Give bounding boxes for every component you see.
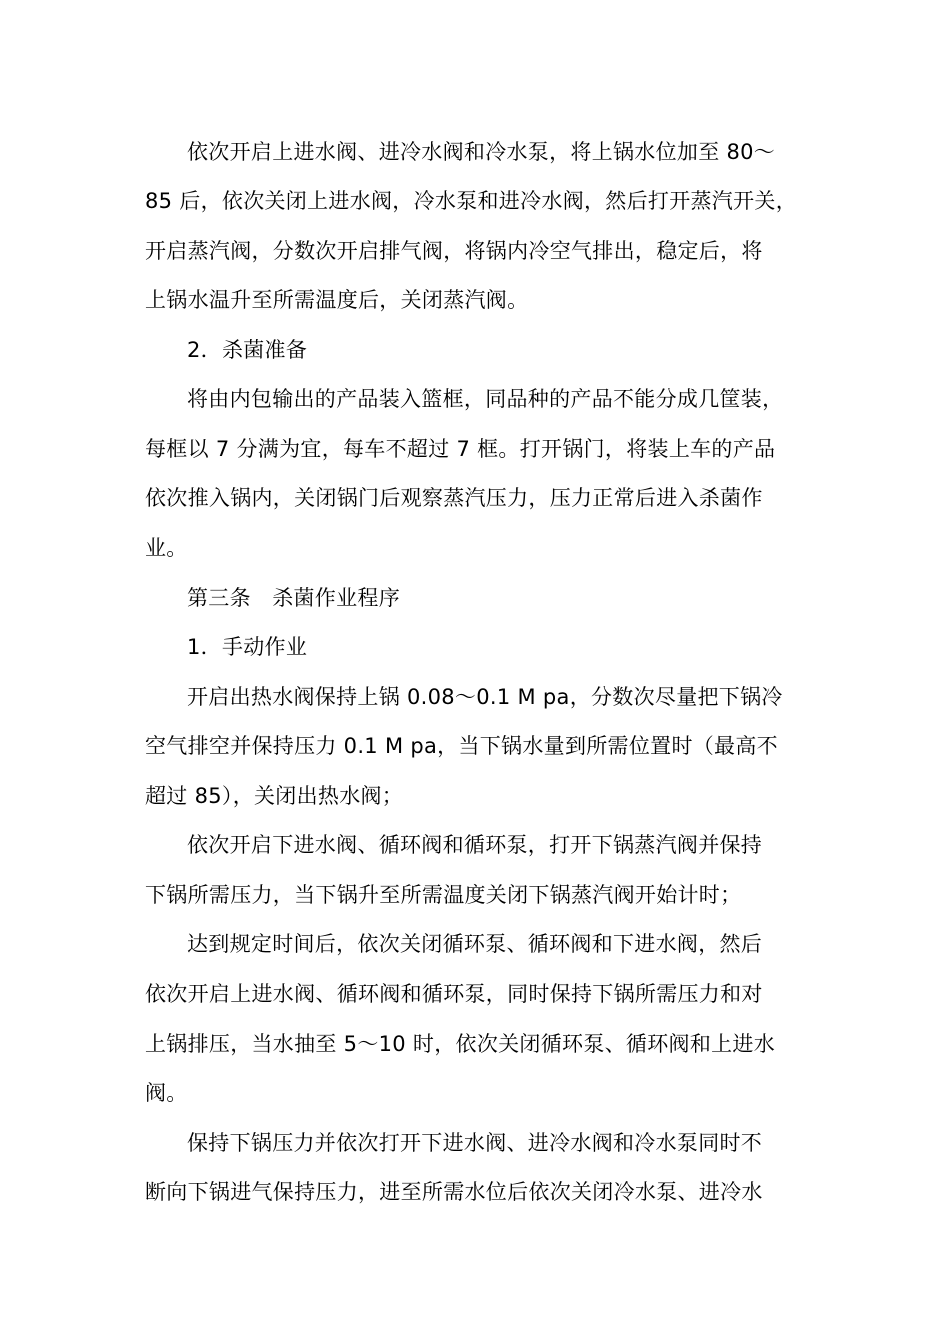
paragraph-line: 依次推入锅内，关闭锅门后观察蒸汽压力，压力正常后进入杀菌作 <box>145 486 763 510</box>
paragraph-line: 将由内包输出的产品装入篮框，同品种的产品不能分成几筐装， <box>187 387 784 411</box>
paragraph-line: 下锅所需压力，当下锅升至所需温度关闭下锅蒸汽阀开始计时； <box>145 883 742 907</box>
paragraph-line: 依次开启上进水阀、循环阀和循环泵，同时保持下锅所需压力和对 <box>145 982 763 1006</box>
paragraph-line: 达到规定时间后，依次关闭循环泵、循环阀和下进水阀，然后 <box>187 932 763 956</box>
paragraph-line: 依次开启上进水阀、进冷水阀和冷水泵，将上锅水位加至 80～ <box>187 140 776 164</box>
paragraph-line: 业。 <box>145 536 188 560</box>
paragraph-line: 超过 85），关闭出热水阀； <box>145 784 404 808</box>
paragraph-line: 空气排空并保持压力 0.1 M pa，当下锅水量到所需位置时（最高不 <box>145 734 778 758</box>
paragraph-line: 上锅排压，当水抽至 5～10 时，依次关闭循环泵、循环阀和上进水 <box>145 1032 776 1056</box>
paragraph-line: 依次开启下进水阀、循环阀和循环泵，打开下锅蒸汽阀并保持 <box>187 833 763 857</box>
paragraph-line: 每框以 7 分满为宜，每车不超过 7 框。打开锅门，将装上车的产品 <box>145 437 776 461</box>
paragraph-line: 85 后，依次关闭上进水阀，冷水泵和进冷水阀，然后打开蒸汽开关， <box>145 189 797 213</box>
paragraph-line: 上锅水温升至所需温度后，关闭蒸汽阀。 <box>145 288 529 312</box>
paragraph-line: 断向下锅进气保持压力，进至所需水位后依次关闭冷水泵、进冷水 <box>145 1180 763 1204</box>
section-heading: 2．杀菌准备 <box>187 338 308 362</box>
paragraph-line: 阀。 <box>145 1081 188 1105</box>
paragraph-line: 开启出热水阀保持上锅 0.08～0.1 M pa，分数次尽量把下锅冷 <box>187 685 783 709</box>
article-heading: 第三条 杀菌作业程序 <box>187 586 400 610</box>
section-heading: 1．手动作业 <box>187 635 308 659</box>
paragraph-line: 开启蒸汽阀，分数次开启排气阀，将锅内冷空气排出，稳定后，将 <box>145 239 763 263</box>
paragraph-line: 保持下锅压力并依次打开下进水阀、进冷水阀和冷水泵同时不 <box>187 1131 763 1155</box>
